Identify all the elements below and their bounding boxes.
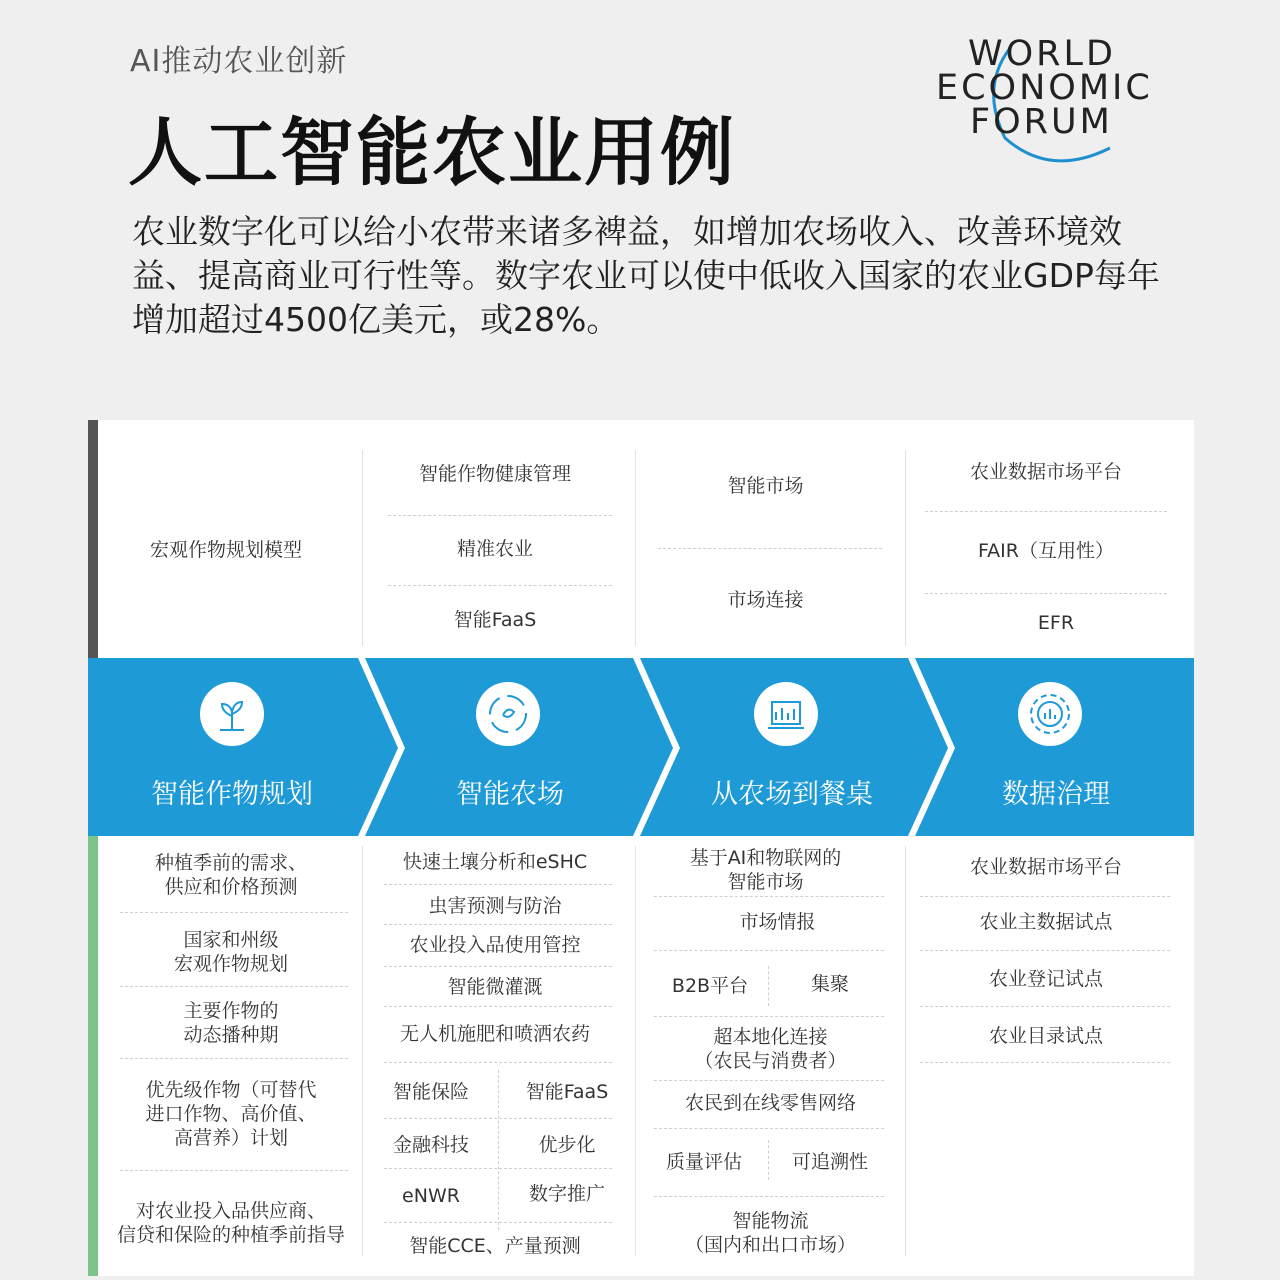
bottom-item: 优先级作物（可替代 进口作物、高价值、 高营养）计划 [145,1079,317,1149]
page-subtitle: AI推动农业创新 [130,44,348,79]
divider [920,896,1170,897]
top-col-divider [635,450,636,646]
bottom-item: 智能CCE、产量预测 [409,1235,581,1257]
bottom-item: 金融科技 [392,1134,469,1156]
divider [925,511,1167,512]
bottom-item: 农业数据市场平台 [969,856,1122,878]
bottom-item: 优步化 [538,1134,596,1156]
top-col-divider [905,450,906,646]
top-item: FAIR（互用性） [978,540,1114,562]
bottom-item: 基于AI和物联网的 智能市场 [689,847,842,893]
logo-word-3: FORUM [970,102,1113,142]
bottom-col-divider [905,846,906,1256]
divider [658,548,882,549]
bottom-item: 集聚 [810,973,849,995]
divider [768,966,769,1006]
bottom-item: 农业主数据试点 [979,911,1113,933]
divider [384,1062,612,1063]
bottom-item: 智能微灌溉 [447,976,543,998]
bottom-item: 快速土壤分析和eSHC [402,851,588,873]
bottom-item: 主要作物的 动态播种期 [183,1000,279,1046]
bottom-item: 质量评估 [665,1151,742,1173]
divider [920,1006,1170,1007]
top-item: 精准农业 [456,538,533,560]
divider [120,986,348,987]
divider [388,515,612,516]
divider [654,1016,884,1017]
divider [120,1058,348,1059]
bottom-item: 无人机施肥和喷洒农药 [399,1023,590,1045]
divider [654,896,884,897]
bottom-item: 智能FaaS [525,1081,609,1103]
bottom-item: B2B平台 [671,975,749,997]
bottom-item: 农业登记试点 [988,968,1103,990]
market-chart-icon [754,682,818,746]
top-accent-bar [88,420,98,660]
bottom-item: 农业投入品使用管控 [409,934,581,956]
divider [384,966,612,967]
bottom-item: 市场情报 [739,911,816,933]
intro-paragraph: 农业数字化可以给小农带来诸多裨益，如增加农场收入、改善环境效益、提高商业可行性等。数字农业可以使中低收入国家的农业GDP每年增加超过4500亿美元，或28%。 [132,212,1160,339]
stage-label-crop-planning: 智能作物规划 [151,779,313,810]
stage-label-data-governance: 数据治理 [1002,779,1110,810]
divider [384,884,612,885]
divider [654,1080,884,1081]
divider [920,950,1170,951]
top-item: 智能FaaS [453,609,537,631]
divider [654,1128,884,1129]
bottom-item: 智能保险 [392,1081,469,1103]
bottom-item: 数字推广 [528,1183,605,1205]
divider [384,1168,612,1169]
divider [925,593,1167,594]
top-item: 农业数据市场平台 [969,461,1122,483]
divider [654,1196,884,1197]
divider [384,1118,612,1119]
top-item: 市场连接 [727,589,804,611]
bottom-item: 对农业投入品供应商、 信贷和保险的种植季前指导 [116,1200,345,1246]
bottom-item: eNWR [402,1185,460,1207]
bottom-col-divider [635,846,636,1256]
divider [120,912,348,913]
bottom-item: 农业目录试点 [988,1025,1103,1047]
top-item: EFR [1037,612,1075,634]
stage-label-farm-to-table: 从农场到餐桌 [711,779,873,810]
bottom-item: 种植季前的需求、 供应和价格预测 [154,852,307,898]
bottom-col-divider [362,846,363,1256]
bottom-item: 虫害预测与防治 [428,895,562,917]
top-item: 宏观作物规划模型 [149,539,302,561]
divider [388,585,612,586]
divider [384,1222,612,1223]
bottom-item: 可追溯性 [791,1151,868,1173]
bottom-item: 国家和州级 宏观作物规划 [173,929,288,975]
logo-word-2: ECONOMIC [936,68,1153,108]
bottom-item: 智能物流 （国内和出口市场） [684,1210,856,1256]
logo-word-1: WORLD [968,34,1116,74]
stage-label-smart-farm: 智能农场 [456,779,564,810]
top-col-divider [362,450,363,646]
plant-sprout-icon [200,682,264,746]
divider [384,1006,612,1007]
divider [920,1062,1170,1063]
top-item: 智能作物健康管理 [418,463,571,485]
divider [498,1070,499,1230]
page-title: 人工智能农业用例 [128,110,736,196]
divider [120,1170,348,1171]
bottom-item: 超本地化连接 （农民与消费者） [694,1026,847,1072]
recycle-farm-icon [476,682,540,746]
data-target-icon [1018,682,1082,746]
divider [384,924,612,925]
divider [654,950,884,951]
bottom-item: 农民到在线零售网络 [684,1092,856,1114]
bottom-accent-bar [88,836,98,1276]
top-item: 智能市场 [727,475,804,497]
